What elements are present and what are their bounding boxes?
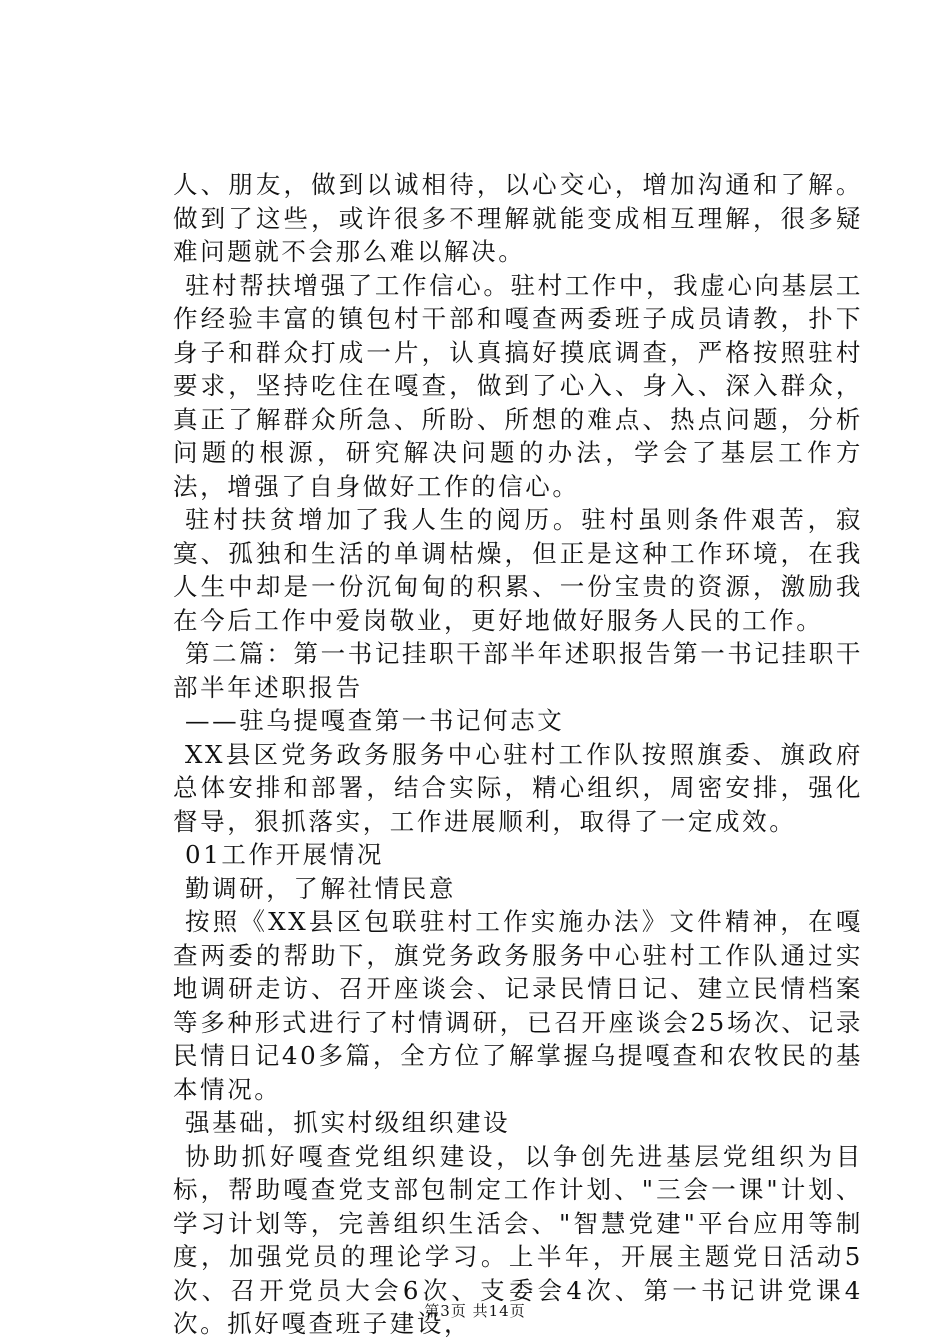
subheading: 勤调研，了解社情民意 <box>185 873 456 903</box>
section-title: 第二篇：第一书记挂职干部半年述职报告第一书记挂职干部半年述职报告 <box>173 639 863 702</box>
paragraph: 驻村帮扶增强了工作信心。驻村工作中，我虚心向基层工作经验丰富的镇包村干部和嘎查两委班子成员请教，扑下身子和群众打成一片，认真搞好摸底调查，严格按照驻村要求，坚持吃住在嘎查，做到了心入、身入、深入群众，真正了解群众所急、所盼、所想的难点、热点问题，分析问题的根源，研究解决问题的办法，学会了基层工作方法，增强了自身做好工作的信心。 <box>173 270 863 501</box>
paragraph: 按照《XX县区包联驻村工作实施办法》文件精神，在嘎查两委的帮助下，旗党务政务服务中心驻村工作队通过实地调研走访、召开座谈会、记录民情日记、建立民情档案等多种形式进行了村情调研，已召开座谈会25场次、记录民情日记40多篇，全方位了解掌握乌提嘎查和农牧民的基本情况。 <box>173 907 863 1104</box>
paragraph: 协助抓好嘎查党组织建设，以争创先进基层党组织为目标，帮助嘎查党支部包制定工作计划、"三会一课"计划、学习计划等，完善组织生活会、"智慧党建"平台应用等制度，加强党员的理论学习。上半年，开展主题党日活动5次、召开党员大会6次、支委会4次、第一书记讲党课4次。抓好嘎查班子建设， <box>173 1141 863 1338</box>
paragraph-continuation: 人、朋友，做到以诚相待，以心交心，增加沟通和了解。做到了这些，或许很多不理解就能变成相互理解，很多疑难问题就不会那么难以解决。 <box>173 170 863 266</box>
paragraph: XX县区党务政务服务中心驻村工作队按照旗委、旗政府总体安排和部署，结合实际，精心组织，周密安排，强化督导，狠抓落实，工作进展顺利，取得了一定成效。 <box>173 739 863 836</box>
section-byline: ——驻乌提嘎查第一书记何志文 <box>185 706 565 735</box>
subheading: 01工作开展情况 <box>185 840 384 869</box>
subheading: 强基础，抓实村级组织建设 <box>185 1108 511 1137</box>
paragraph: 驻村扶贫增加了我人生的阅历。驻村虽则条件艰苦，寂寞、孤独和生活的单调枯燥，但正是这种工作环境，在我人生中却是一份沉甸甸的积累、一份宝贵的资源，激励我在今后工作中爱岗敬业，更好地做好服务人民的工作。 <box>173 505 863 635</box>
page-footer: 第3页 共14页 <box>424 1302 526 1320</box>
document-body <box>173 168 863 1341</box>
